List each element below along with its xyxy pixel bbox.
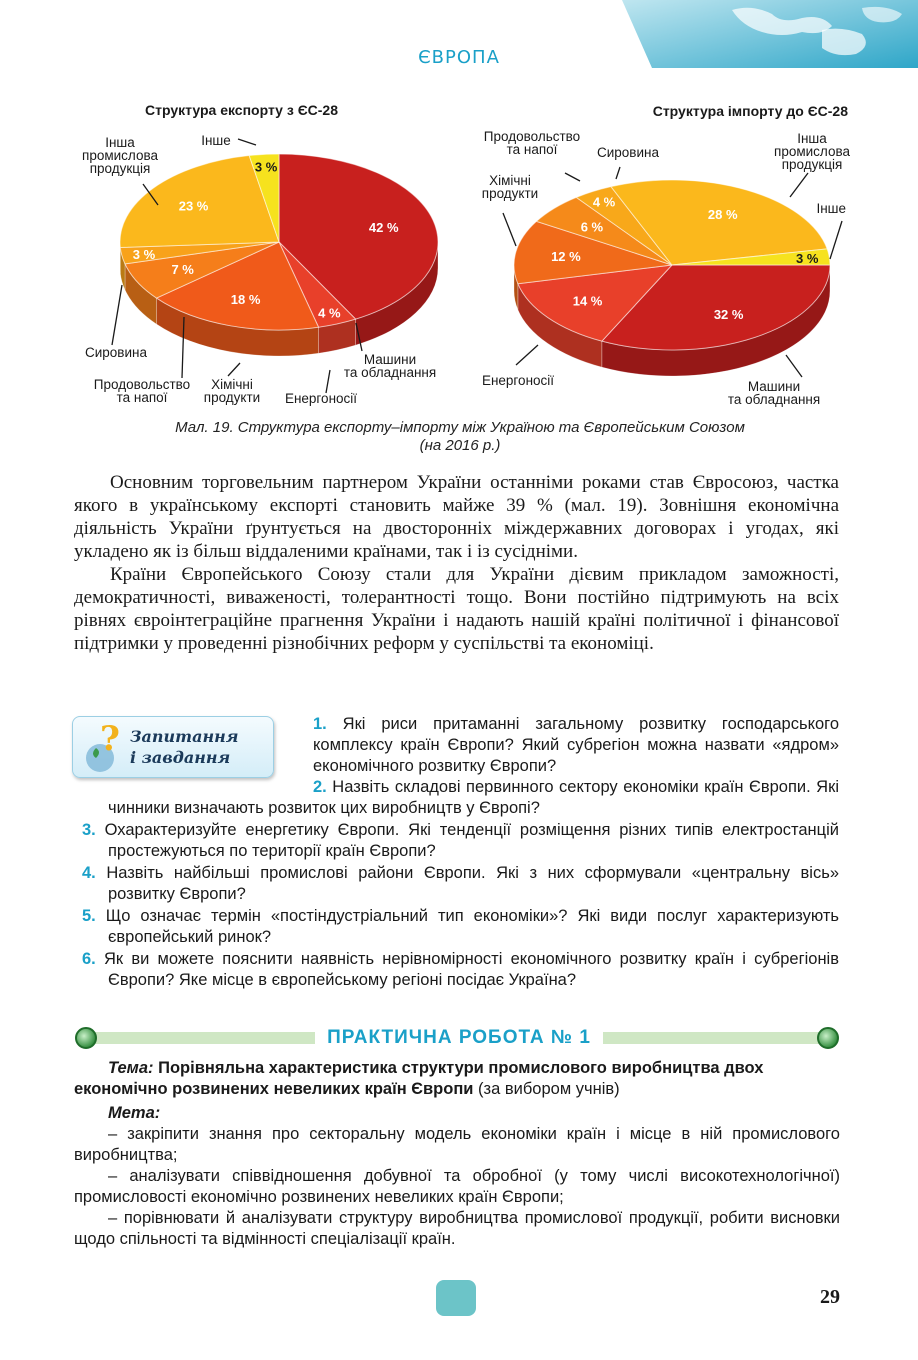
leader-line — [565, 173, 580, 181]
question-text: Які риси притаманні загальному розвитку господарського комплексу країн Європи? Який субрегіон можна назвати «ядром» економічного розвитку Європи? — [313, 715, 839, 775]
question-text: Назвіть складові первинного сектору економіки країн Європи. Які чинники визначають розвиток цих виробництв у Європі? — [108, 778, 839, 817]
leader-line — [503, 213, 516, 246]
topic-title: Порівняльна характеристика структури промислового виробництва двох економічно розвинених невеликих країн Європи — [74, 1059, 764, 1098]
leader-line — [112, 285, 122, 345]
leader-line — [238, 139, 256, 145]
goal-item: – аналізувати співвідношення добувної та обробної (у тому числі високотехнологічної) промисловості економічно розвинених невеликих країн Європи; — [74, 1167, 840, 1206]
export-pie — [120, 154, 438, 356]
question-mark-icon — [80, 720, 128, 776]
goal-label: Мета: — [108, 1104, 161, 1122]
category-label: Продовольство та напої — [93, 377, 191, 405]
caption-line-1: Мал. 19. Структура експорту–імпорту між Україною та Європейським Союзом — [175, 419, 745, 436]
practice-goals — [74, 1103, 840, 1250]
question-item — [82, 820, 839, 862]
topic-label: Тема: — [108, 1059, 154, 1077]
pie-value-label: 12 % — [551, 248, 581, 264]
goal-item: – закріпити знання про секторальну модель економіки країн і місце в ній промислового виробництва; — [74, 1125, 840, 1164]
pie-value-label: 42 % — [368, 220, 399, 236]
question-text: Охарактеризуйте енергетику Європи. Які тенденції розміщення різних типів електростанцій простежуються по території країн Європи? — [104, 821, 839, 860]
category-label: Інша промислова продукція — [82, 135, 158, 176]
leader-line — [326, 370, 330, 393]
question-item — [82, 863, 839, 905]
pie-value-label: 3 % — [132, 246, 156, 262]
leader-line — [516, 345, 538, 365]
paragraph-2: Країни Європейського Союзу стали для України дієвим прикладом заможності, демократичності, виваженості, толерантності тощо. Вони постійно підтримують на всіх рівнях євроінтеграційне прагнення України і надають нашій країні політичної і фінансової підтримки у проведенні різнобічних реформ у суспільстві та економіці. — [74, 564, 839, 654]
category-label: Хімічні продукти — [481, 173, 539, 201]
page-tab-marker — [436, 1280, 476, 1316]
export-chart-title: Структура експорту з ЄС-28 — [145, 102, 338, 118]
import-pie — [514, 180, 830, 376]
practice-title — [0, 1027, 918, 1049]
category-label: Енергоносії — [284, 391, 358, 406]
pie-value-label: 28 % — [707, 207, 738, 223]
category-label: Сировина — [85, 345, 147, 360]
topic-note: (за вибором учнів) — [478, 1080, 620, 1098]
figure-caption — [60, 419, 860, 455]
leader-line — [616, 167, 620, 179]
caption-line-2: (на 2016 р.) — [419, 437, 501, 454]
pie-value-label: 14 % — [572, 293, 603, 309]
question-item — [82, 906, 839, 948]
category-label: Інше — [201, 133, 231, 148]
pie-value-label: 4 % — [318, 305, 341, 321]
category-label: Машини та обладнання — [727, 379, 821, 407]
category-label: Машини та обладнання — [343, 352, 437, 380]
svg-text:?: ? — [100, 720, 120, 759]
question-item — [82, 949, 839, 991]
section-title: ЄВРОПА — [418, 47, 500, 68]
pie-value-label: 18 % — [230, 291, 261, 307]
leader-line — [830, 221, 842, 259]
leader-line — [790, 173, 808, 197]
question-number: 1. — [313, 715, 327, 733]
import-chart-title: Структура імпорту до ЄС-28 — [652, 103, 848, 119]
trade-structure-figure — [60, 95, 860, 415]
pie-value-label: 23 % — [178, 198, 209, 214]
question-text: Назвіть найбільші промислові райони Європи. Які з них сформували «центральну вісь» розвитку Європи? — [106, 864, 839, 903]
badge-line-1: Запитання — [130, 727, 239, 746]
leader-line — [228, 363, 240, 376]
question-number: 4. — [82, 864, 96, 882]
main-text — [74, 471, 839, 655]
practice-title-text: ПРАКТИЧНА РОБОТА № 1 — [315, 1027, 603, 1048]
questions-badge-label — [130, 726, 239, 768]
question-text: Що означає термін «постіндустріальний тип економіки»? Які види послуг характеризують європейський ринок? — [105, 907, 839, 946]
leader-line — [786, 355, 802, 377]
pie-value-label: 3 % — [254, 159, 278, 175]
badge-line-2: і завдання — [130, 748, 231, 767]
category-label: Продовольство та напої — [483, 129, 581, 157]
question-number: 5. — [82, 907, 96, 925]
category-label: Енергоносії — [481, 373, 555, 388]
goal-item: – порівнювати й аналізувати структуру виробництва промислової продукції, робити висновки щодо спільності та відмінності спеціалізації країн. — [74, 1209, 840, 1248]
page-number: 29 — [820, 1286, 840, 1308]
questions-badge — [72, 716, 284, 778]
pie-value-label: 3 % — [796, 251, 819, 267]
category-label: Сировина — [597, 145, 659, 160]
question-number: 3. — [82, 821, 96, 839]
question-number: 6. — [82, 950, 96, 968]
category-label: Хімічні продукти — [203, 377, 261, 405]
question-item — [108, 777, 839, 819]
pie-value-label: 7 % — [171, 262, 194, 278]
pie-value-label: 6 % — [580, 219, 604, 235]
pie-value-label: 4 % — [592, 194, 616, 210]
question-text: Як ви можете пояснити наявність нерівномірності економічного розвитку країн і субрегіонів Європи? Яке місце в європейському регіоні посідає Україна? — [103, 950, 839, 989]
pie-value-label: 32 % — [713, 307, 744, 323]
question-item — [313, 714, 839, 777]
practice-topic — [74, 1058, 840, 1100]
question-number: 2. — [313, 778, 327, 796]
category-label: Інше — [816, 201, 846, 216]
category-label: Інша промислова продукція — [774, 131, 850, 172]
paragraph-1: Основним торговельним партнером України останніми роками став Євросоюз, частка якого в українському експорті становить майже 39 % (мал. 19). Зовнішня економічна діяльність України ґрунтується на двосторонніх міждержавних договорах і угодах, які укладено як із більш віддаленими країнами, так і із сусідніми. — [74, 472, 839, 562]
